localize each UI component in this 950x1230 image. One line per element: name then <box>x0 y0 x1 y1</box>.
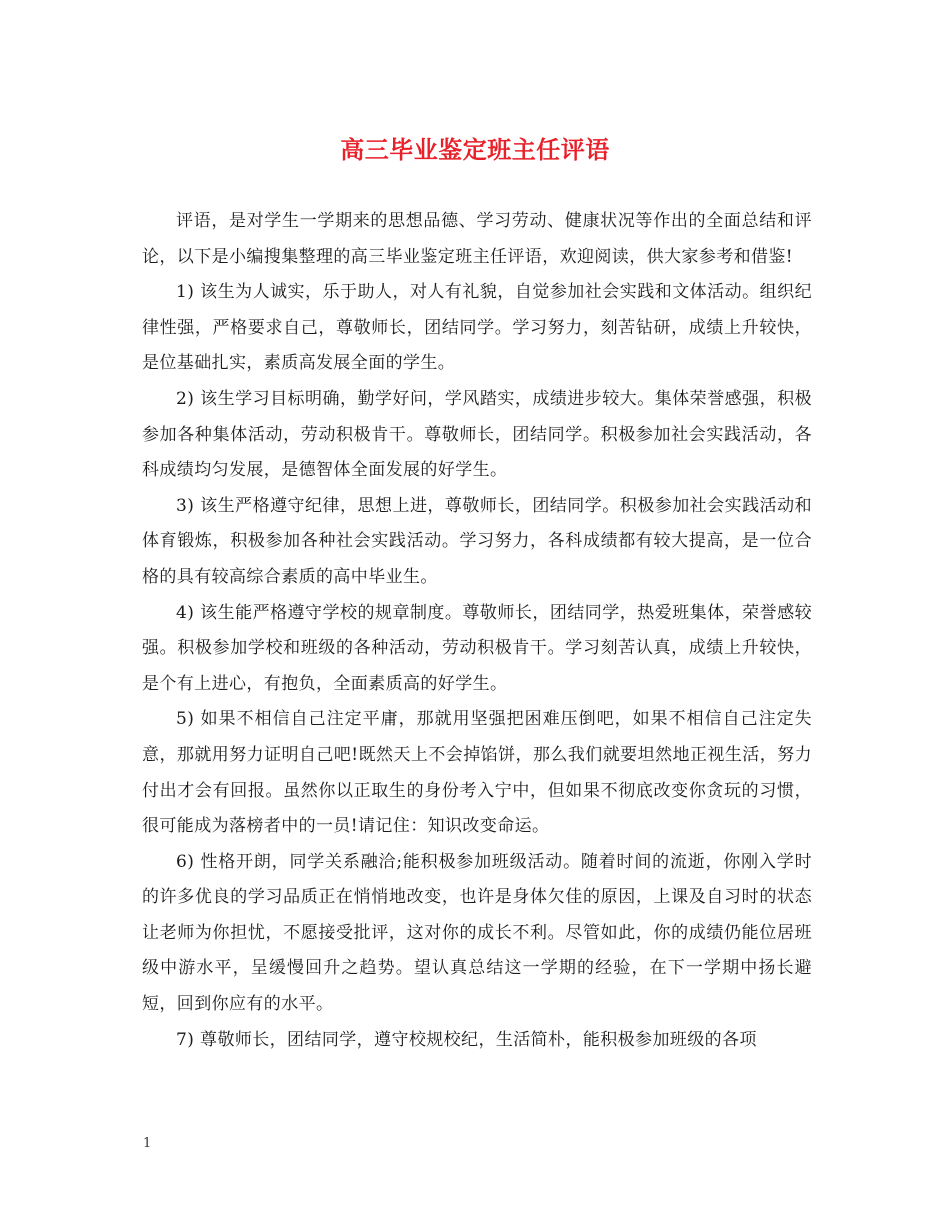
comment-paragraph-5: 5) 如果不相信自己注定平庸，那就用坚强把困难压倒吧，如果不相信自己注定失意，那就用努力证明自己吧!既然天上不会掉馅饼，那么我们就要坦然地正视生活，努力付出才会有回报。虽然你以正取生的身份考入宁中，但如果不彻底改变你贪玩的习惯，很可能成为落榜者中的一员!请记住：知识改变命运。 <box>142 709 812 837</box>
document-body <box>142 204 812 1058</box>
comment-paragraph-4: 4) 该生能严格遵守学校的规章制度。尊敬师长，团结同学，热爱班集体，荣誉感较强。积极参加学校和班级的各种活动，劳动积极肯干。学习刻苦认真，成绩上升较快，是个有上进心，有抱负，全面素质高的好学生。 <box>142 602 812 694</box>
intro-paragraph: 评语，是对学生一学期来的思想品德、学习劳动、健康状况等作出的全面总结和评论，以下是小编搜集整理的高三毕业鉴定班主任评语，欢迎阅读，供大家参考和借鉴! <box>142 211 812 267</box>
comment-paragraph-6: 6) 性格开朗，同学关系融洽;能积极参加班级活动。随着时间的流逝，你刚入学时的许多优良的学习品质正在悄悄地改变，也许是身体欠佳的原因，上课及自习时的状态让老师为你担忧，不愿接受批评，这对你的成长不利。尽管如此，你的成绩仍能位居班级中游水平，呈缓慢回升之趋势。望认真总结这一学期的经验，在下一学期中扬长避短，回到你应有的水平。 <box>142 851 812 1015</box>
page-number: 1 <box>143 1136 152 1151</box>
page-title: 高三毕业鉴定班主任评语 <box>340 135 610 164</box>
comment-paragraph-1: 1) 该生为人诚实，乐于助人，对人有礼貌，自觉参加社会实践和文体活动。组织纪律性强，严格要求自己，尊敬师长，团结同学。学习努力，刻苦钻研，成绩上升较快，是位基础扎实，素质高发展全面的学生。 <box>142 282 812 374</box>
comment-paragraph-3: 3) 该生严格遵守纪律，思想上进，尊敬师长，团结同学。积极参加社会实践活动和体育锻炼，积极参加各种社会实践活动。学习努力，各科成绩都有较大提高，是一位合格的具有较高综合素质的高中毕业生。 <box>142 495 812 587</box>
comment-paragraph-7: 7) 尊敬师长，团结同学，遵守校规校纪，生活简朴，能积极参加班级的各项 <box>176 1029 757 1050</box>
comment-paragraph-2: 2) 该生学习目标明确，勤学好问，学风踏实，成绩进步较大。集体荣誉感强，积极参加各种集体活动，劳动积极肯干。尊敬师长，团结同学。积极参加社会实践活动，各科成绩均匀发展，是德智体全面发展的好学生。 <box>142 388 812 481</box>
